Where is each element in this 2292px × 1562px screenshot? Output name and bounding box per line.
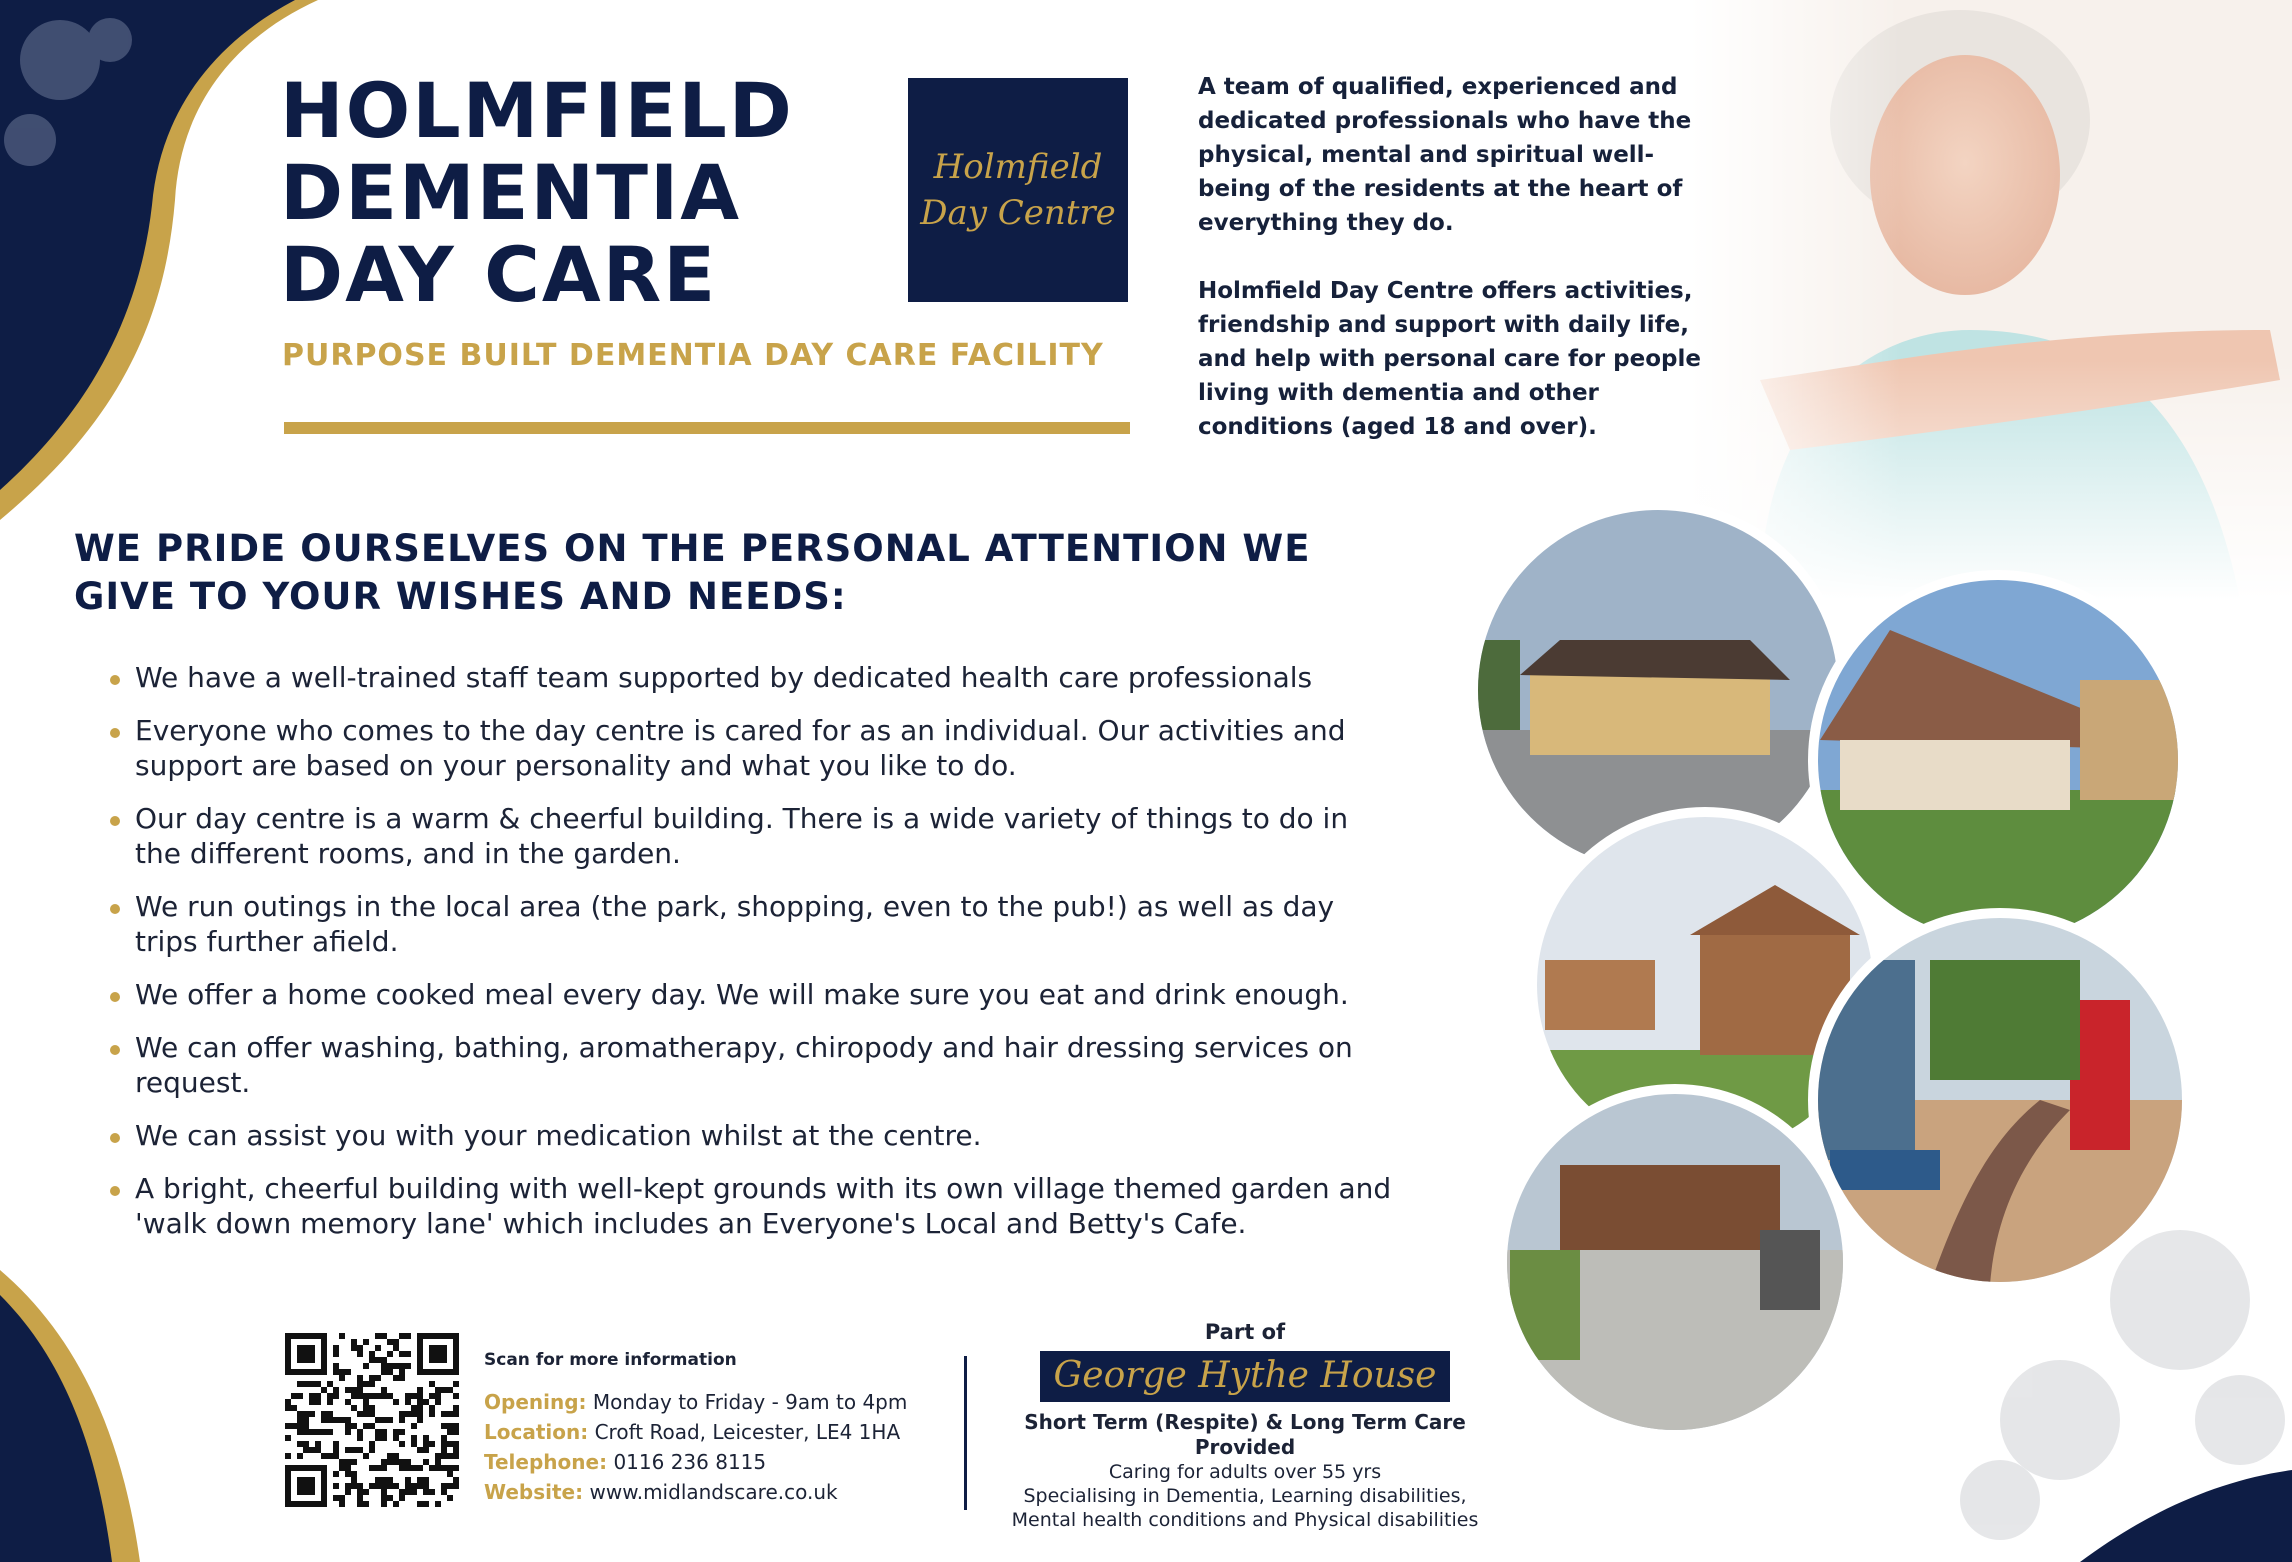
list-item: We can offer washing, bathing, aromatherapy, chiropody and hair dressing services on request. <box>110 1030 1400 1100</box>
logo-line-2: Day Centre <box>920 193 1116 233</box>
vertical-divider <box>964 1356 967 1510</box>
part-of-label: Part of <box>1204 1320 1286 1344</box>
opening-value: Monday to Friday - 9am to 4pm <box>592 1390 908 1414</box>
partner-line-4: Mental health conditions and Physical disabilities <box>1011 1509 1479 1531</box>
logo-line-1: Holmfield <box>933 147 1103 187</box>
website-row <box>484 1477 907 1507</box>
corner-navy-bottom-right <box>2080 1470 2292 1562</box>
telephone-value[interactable]: 0116 236 8115 <box>613 1450 767 1474</box>
title-line-1: HOLMFIELD <box>280 66 794 155</box>
feature-list <box>110 660 1400 1259</box>
partner-block <box>985 1317 1505 1532</box>
opening-label: Opening: <box>484 1390 587 1414</box>
scan-caption: Scan for more information <box>484 1350 737 1370</box>
contact-details <box>484 1345 907 1507</box>
qr-code[interactable] <box>285 1333 459 1507</box>
title-line-2: DEMENTIA <box>280 148 742 237</box>
location-label: Location: <box>484 1420 589 1444</box>
holmfield-logo <box>908 78 1128 302</box>
location-value: Croft Road, Leicester, LE4 1HA <box>594 1420 901 1444</box>
intro-text <box>1198 70 1718 478</box>
partner-line-2: Caring for adults over 55 yrs <box>1108 1461 1382 1483</box>
telephone-label: Telephone: <box>484 1450 608 1474</box>
gold-divider <box>284 422 1130 434</box>
website-label: Website: <box>484 1480 584 1504</box>
section-heading: WE PRIDE OURSELVES ON THE PERSONAL ATTENTION WE GIVE TO YOUR WISHES AND NEEDS: <box>74 527 1311 618</box>
list-item: We have a well-trained staff team supported by dedicated health care professionals <box>110 660 1400 695</box>
list-item: We offer a home cooked meal every day. We will make sure you eat and drink enough. <box>110 977 1400 1012</box>
partner-line-3: Specialising in Dementia, Learning disabilities, <box>1023 1485 1467 1507</box>
website-link[interactable]: www.midlandscare.co.uk <box>589 1480 838 1504</box>
partner-care-line: Short Term (Respite) & Long Term Care Provided <box>1024 1410 1466 1459</box>
page-title <box>280 66 794 319</box>
elderly-woman-photo <box>1690 0 2292 600</box>
list-item: Everyone who comes to the day centre is cared for as an individual. Our activities and support are based on your personality and what you like to do. <box>110 713 1400 783</box>
intro-paragraph-1: A team of qualified, experienced and dedicated professionals who have the physical, mental and spiritual well-being of the residents at the heart of everything they do. <box>1198 74 1692 236</box>
list-item: We can assist you with your medication whilst at the centre. <box>110 1118 1400 1153</box>
title-line-3: DAY CARE <box>280 230 718 319</box>
opening-row <box>484 1387 907 1417</box>
list-item: We run outings in the local area (the park, shopping, even to the pub!) as well as day trips further afield. <box>110 889 1400 959</box>
location-row <box>484 1417 907 1447</box>
george-hythe-house-logo: George Hythe House <box>1040 1351 1451 1402</box>
list-item: Our day centre is a warm & cheerful building. There is a wide variety of things to do in the different rooms, and in the garden. <box>110 801 1400 871</box>
subtitle: PURPOSE BUILT DEMENTIA DAY CARE FACILITY <box>282 338 1104 373</box>
telephone-row <box>484 1447 907 1477</box>
list-item: A bright, cheerful building with well-kept grounds with its own village themed garden and 'walk down memory lane' which includes an Everyone's Local and Betty's Cafe. <box>110 1171 1400 1241</box>
intro-paragraph-2: Holmfield Day Centre offers activities, friendship and support with daily life, and help with personal care for people living with dementia and other conditions (aged 18 and over). <box>1198 278 1701 440</box>
